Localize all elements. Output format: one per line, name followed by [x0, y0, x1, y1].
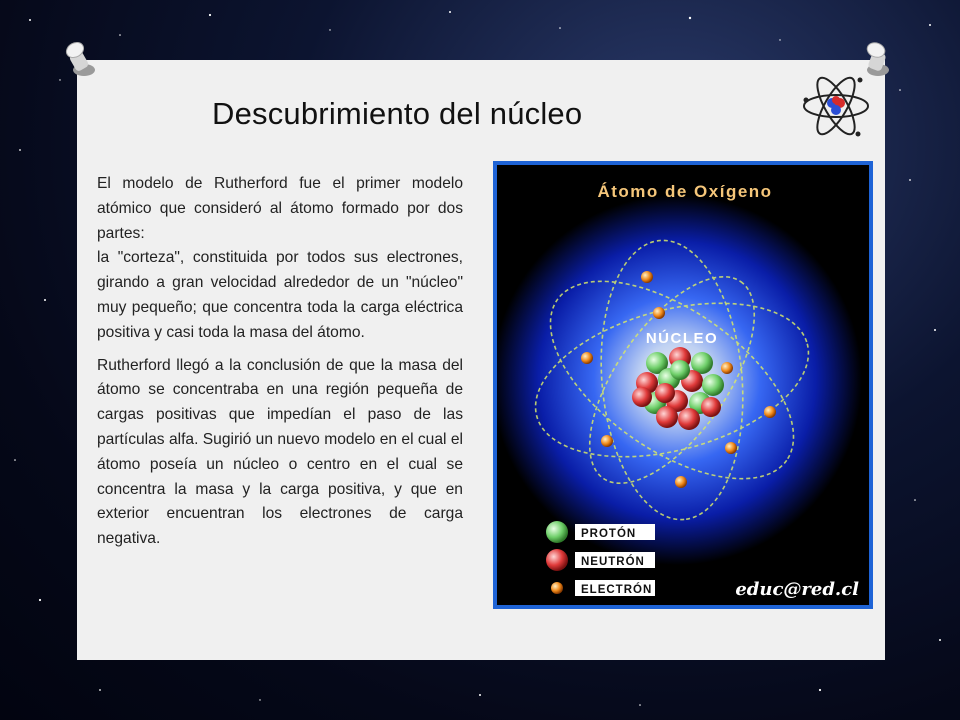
oxygen-atom-figure	[493, 161, 873, 609]
neutron-sphere-icon	[546, 549, 568, 571]
figure-credit: educ@red.cl	[735, 579, 859, 600]
pushpin-icon	[60, 40, 100, 80]
nucleus-label: Núcleo	[645, 330, 719, 347]
legend-label-neutron: Neutrón	[581, 556, 645, 568]
paragraph: El modelo de Rutherford fue el primer modelo atómico que consideró al átomo formado por dos partes:	[97, 175, 463, 242]
legend-label-proton: Protón	[581, 528, 637, 540]
legend-label-electron: Electrón	[581, 584, 653, 596]
slide-title: Descubrimiento del núcleo	[212, 96, 583, 131]
atom-icon	[800, 70, 872, 142]
electron-dot-icon	[551, 582, 563, 594]
paragraph: la "corteza", constituida por todos sus electrones, girando a gran velocidad alrededor de un "núcleo" muy pequeño; que concentra toda la carga eléctrica positiva y casi toda la masa del átomo.	[97, 249, 463, 341]
body-text	[97, 172, 463, 560]
paragraph: Rutherford llegó a la conclusión de que la masa del átomo se concentraba en una región pequeña de cargas positivas que impedían el paso de las partículas alfa. Sugirió un nuevo modelo en el cual el átomo poseía un núcleo o centro en el cual se concentra la masa y la carga positiva, y que en exterior encuentran los electrones de carga negativa.	[97, 356, 463, 548]
proton-sphere-icon	[546, 521, 568, 543]
legend-item-proton	[546, 521, 655, 543]
legend-item-neutron	[546, 549, 655, 571]
figure-title: Átomo de Oxígeno	[597, 182, 773, 201]
